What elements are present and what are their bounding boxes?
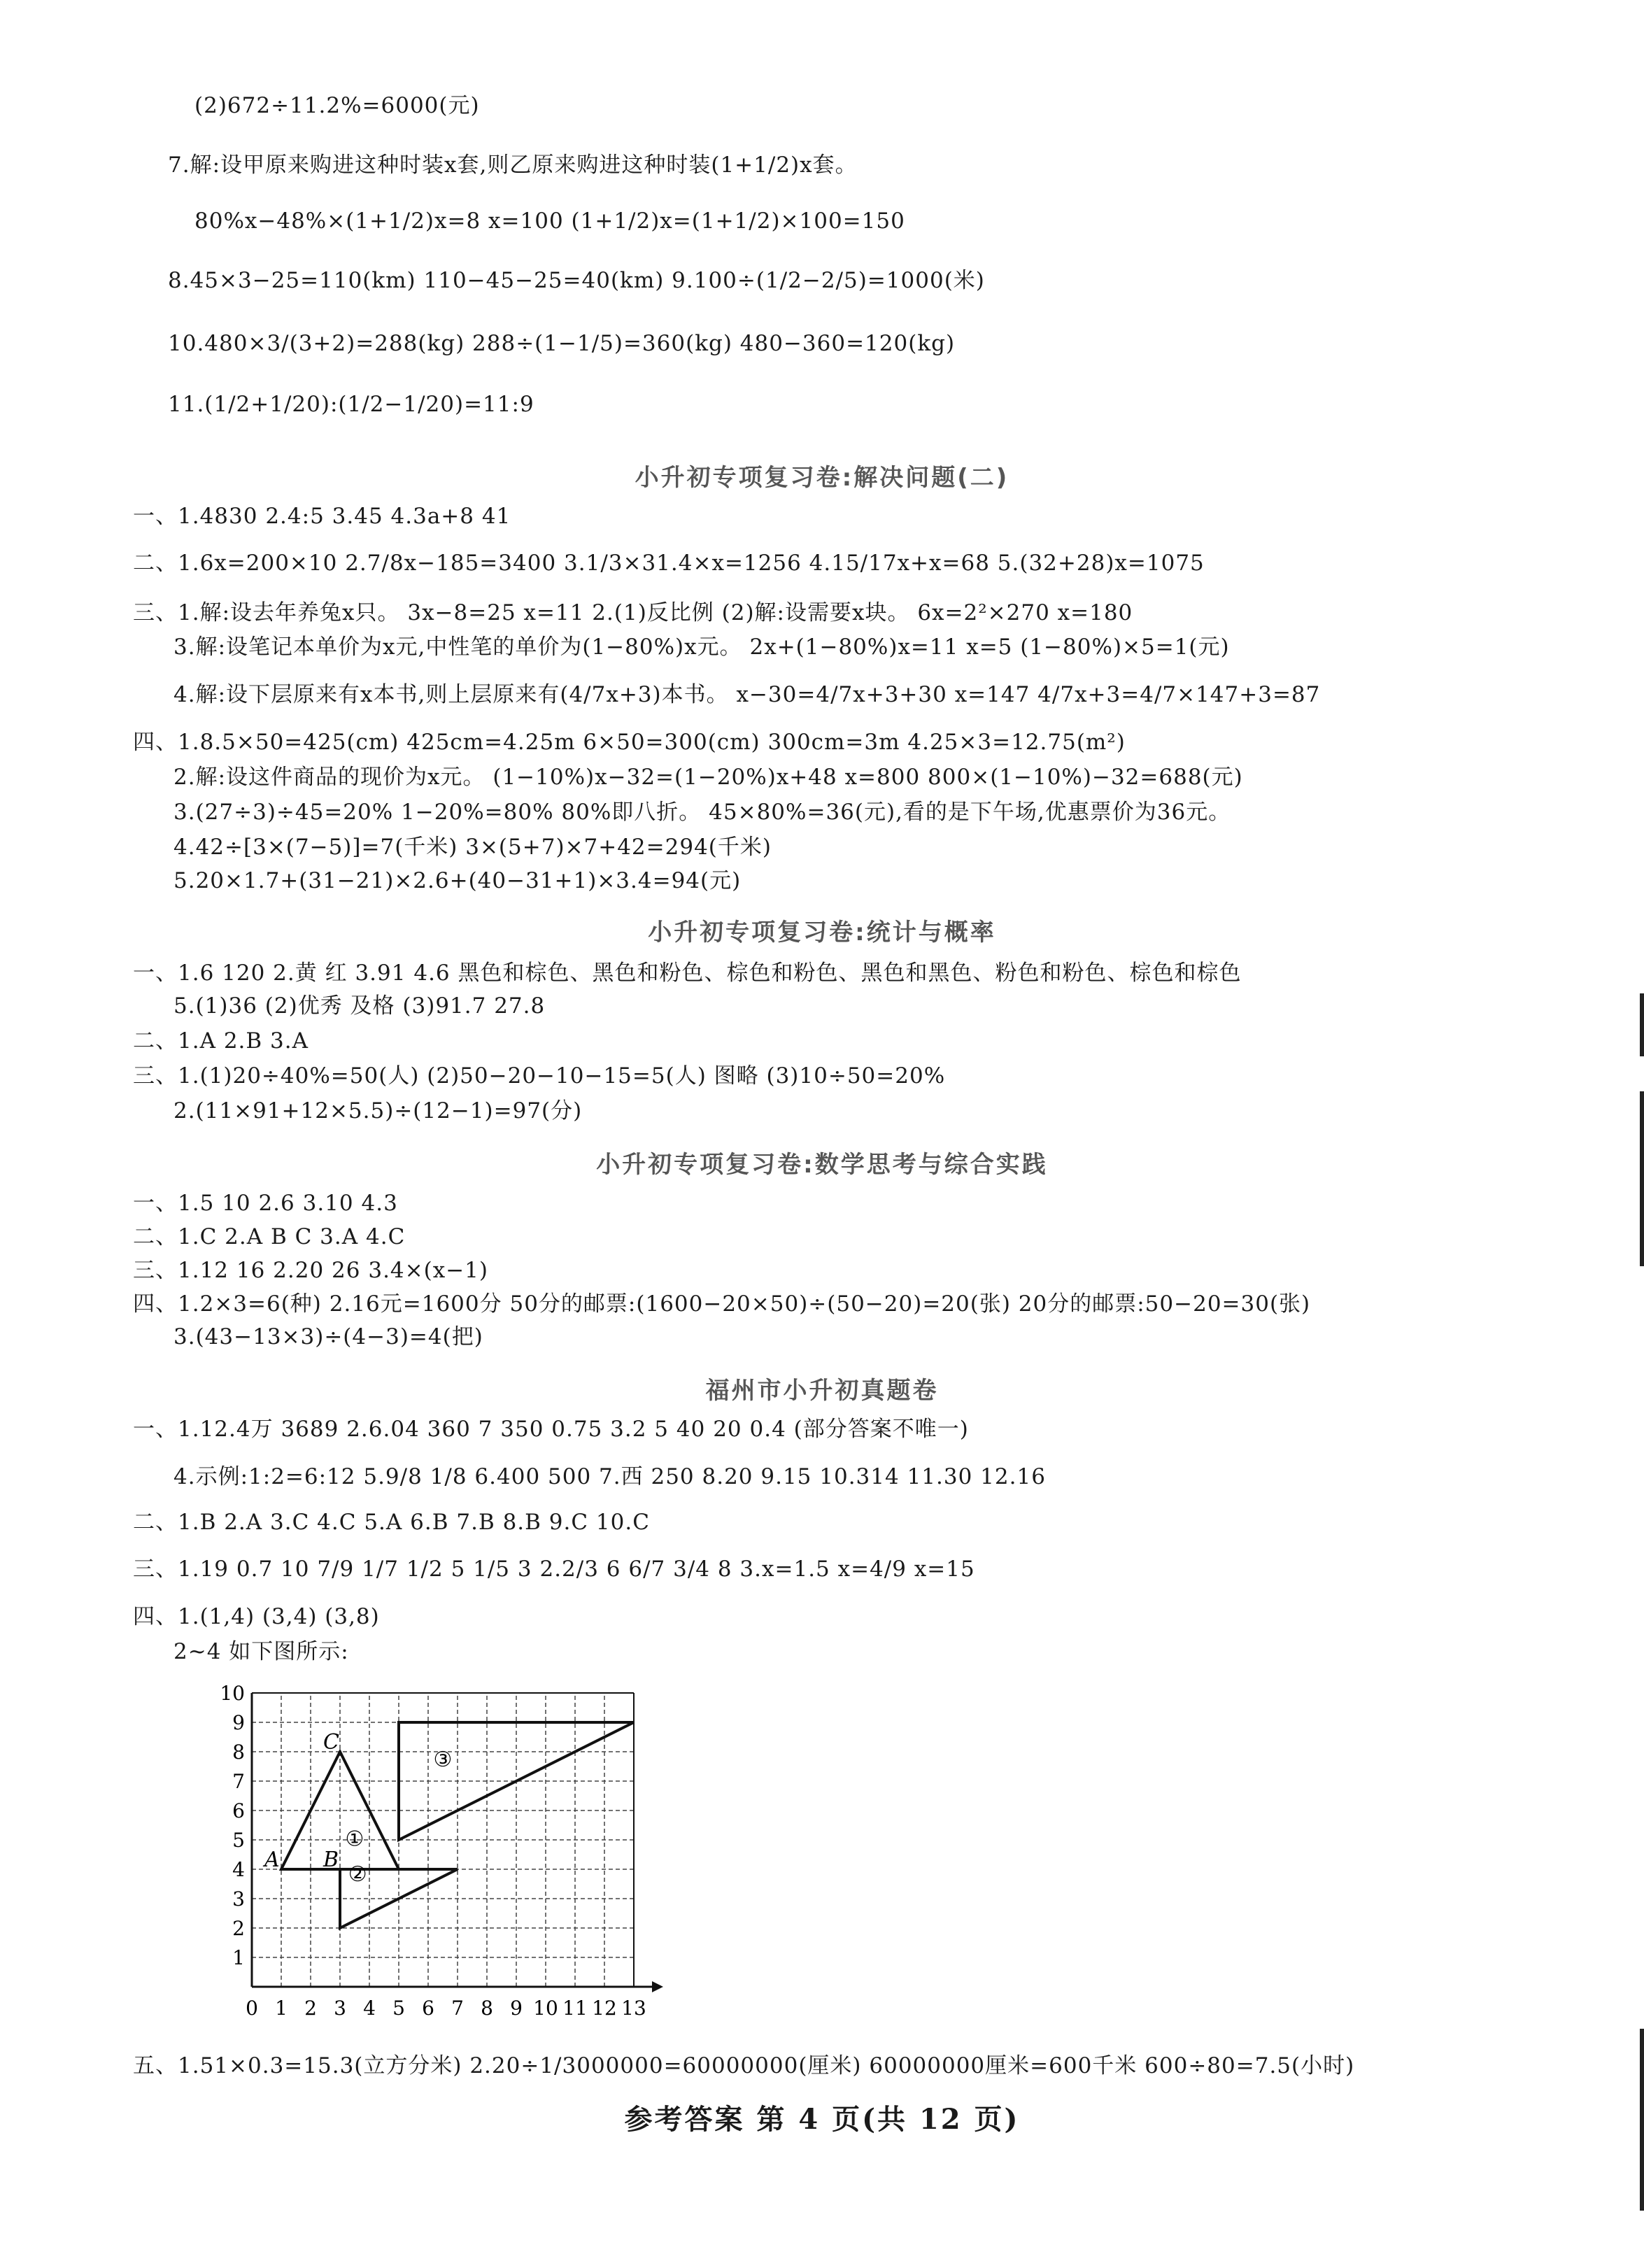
answer-line: 一、1.12.4万 3689 2.6.04 360 7 350 0.75 3.2 5 40 20 0.4 (部分答案不唯一) [133,1417,969,1442]
shape-label: ② [348,1862,367,1887]
answer-line: 10.480×3/(3+2)=288(kg) 288÷(1−1/5)=360(kg) 480−360=120(kg) [168,331,956,356]
answer-line: 4.42÷[3×(7−5)]=7(千米) 3×(5+7)×7+42=294(千米) [173,835,772,860]
answer-line: (2)672÷11.2%=6000(元) [194,93,480,118]
y-tick-label: 8 [232,1741,245,1764]
answer-line: 二、1.A 2.B 3.A [133,1028,309,1054]
section-title: 小升初专项复习卷:解决问题(二) [635,464,1009,492]
answer-line: 四、1.8.5×50=425(cm) 425cm=4.25m 6×50=300(cm) 300cm=3m 4.25×3=12.75(m²) [133,730,1126,755]
answer-line: 2~4 如下图所示: [173,1639,349,1664]
y-tick-label: 1 [232,1946,245,1969]
x-tick-label: 2 [304,1997,317,2020]
x-tick-label: 0 [246,1997,258,2020]
section-title: 小升初专项复习卷:数学思考与综合实践 [596,1151,1048,1179]
y-tick-label: 2 [232,1917,245,1940]
x-tick-label: 3 [334,1997,346,2020]
y-tick-label: 4 [232,1858,245,1881]
shape-label: ③ [433,1748,453,1772]
y-tick-label: 7 [232,1770,245,1793]
answer-line: 80%x−48%×(1+1/2)x=8 x=100 (1+1/2)x=(1+1/2)×100=150 [194,208,905,234]
answer-line: 四、1.2×3=6(种) 2.16元=1600分 50分的邮票:(1600−20×50)÷(50−20)=20(张) 20分的邮票:50−20=30(张) [133,1291,1311,1317]
answer-line: 三、1.12 16 2.20 26 3.4×(x−1) [133,1258,488,1283]
x-tick-label: 5 [392,1997,405,2020]
answer-line: 五、1.51×0.3=15.3(立方分米) 2.20÷1/3000000=60000000(厘米) 60000000厘米=600千米 600÷80=7.5(小时) [133,2053,1355,2078]
answer-line: 四、1.(1,4) (3,4) (3,8) [133,1604,380,1629]
answer-line: 5.(1)36 (2)优秀 及格 (3)91.7 27.8 [173,993,546,1019]
vertex-label: C [323,1730,339,1755]
answer-line: 三、1.解:设去年养兔x只。 3x−8=25 x=11 2.(1)反比例 (2)解:设需要x块。 6x=2²×270 x=180 [133,600,1133,625]
vertex-label: B [323,1848,339,1872]
answer-line: 8.45×3−25=110(km) 110−45−25=40(km) 9.100÷(1/2−2/5)=1000(米) [168,268,985,293]
x-tick-label: 7 [451,1997,464,2020]
answer-line: 二、1.C 2.A B C 3.A 4.C [133,1224,406,1249]
section-title: 福州市小升初真题卷 [705,1377,939,1405]
answer-line: 4.解:设下层原来有x本书,则上层原来有(4/7x+3)本书。 x−30=4/7x+3+30 x=147 4/7x+3=4/7×147+3=87 [173,682,1321,707]
answer-line: 一、1.6 120 2.黄 红 3.91 4.6 黑色和棕色、黑色和粉色、棕色和粉色、黑色和黑色、粉色和粉色、棕色和棕色 [133,961,1242,986]
answer-line: 5.20×1.7+(31−21)×2.6+(40−31+1)×3.4=94(元) [173,868,742,893]
answer-line: 一、1.4830 2.4:5 3.45 4.3a+8 41 [133,504,511,529]
answer-line: 4.示例:1:2=6:12 5.9/8 1/8 6.400 500 7.西 250 8.20 9.15 10.314 11.30 12.16 [173,1464,1046,1489]
answer-line: 三、1.19 0.7 10 7/9 1/7 1/2 5 1/5 3 2.2/3 6 6/7 3/4 8 3.x=1.5 x=4/9 x=15 [133,1557,975,1582]
scan-edge-mark [1640,2029,1644,2211]
y-tick-label: 6 [232,1799,245,1822]
page-footer: 参考答案 第 4 页(共 12 页) [624,2103,1020,2136]
x-tick-label: 10 [533,1997,558,2020]
x-tick-label: 13 [621,1997,646,2020]
x-tick-label: 8 [481,1997,493,2020]
x-tick-label: 11 [562,1997,588,2020]
x-tick-label: 6 [422,1997,434,2020]
answer-line: 3.(27÷3)÷45=20% 1−20%=80% 80%即八折。 45×80%=36(元),看的是下午场,优惠票价为36元。 [173,800,1231,825]
vertex-label: A [264,1848,280,1872]
x-tick-label: 9 [510,1997,523,2020]
answer-line: 7.解:设甲原来购进这种时装x套,则乙原来购进这种时装(1+1/2)x套。 [168,153,858,178]
coordinate-grid-figure [210,1679,700,2043]
answer-line: 二、1.6x=200×10 2.7/8x−185=3400 3.1/3×31.4×x=1256 4.15/17x+x=68 5.(32+28)x=1075 [133,551,1205,576]
answer-line: 3.解:设笔记本单价为x元,中性笔的单价为(1−80%)x元。 2x+(1−80%)x=11 x=5 (1−80%)×5=1(元) [173,635,1230,660]
x-axis-arrow [652,1981,663,1992]
x-tick-label: 12 [592,1997,617,2020]
y-tick-label: 9 [232,1711,245,1734]
answer-line: 2.(11×91+12×5.5)÷(12−1)=97(分) [173,1098,583,1124]
y-tick-label: 3 [232,1887,245,1911]
y-tick-label: 10 [220,1682,245,1705]
answer-line: 二、1.B 2.A 3.C 4.C 5.A 6.B 7.B 8.B 9.C 10.C [133,1510,650,1535]
answer-line: 3.(43−13×3)÷(4−3)=4(把) [173,1324,483,1349]
answer-line: 一、1.5 10 2.6 3.10 4.3 [133,1191,398,1216]
scan-edge-mark [1640,1091,1644,1266]
x-tick-label: 1 [275,1997,288,2020]
x-tick-label: 4 [363,1997,376,2020]
scan-edge-mark [1640,993,1644,1056]
shape-label: ① [345,1827,364,1852]
answer-line: 2.解:设这件商品的现价为x元。 (1−10%)x−32=(1−20%)x+48 x=800 800×(1−10%)−32=688(元) [173,765,1243,790]
answer-line: 三、1.(1)20÷40%=50(人) (2)50−20−10−15=5(人) 图略 (3)10÷50=20% [133,1063,946,1089]
y-tick-label: 5 [232,1829,245,1852]
answer-line: 11.(1/2+1/20):(1/2−1/20)=11:9 [168,392,534,417]
section-title: 小升初专项复习卷:统计与概率 [648,919,996,947]
